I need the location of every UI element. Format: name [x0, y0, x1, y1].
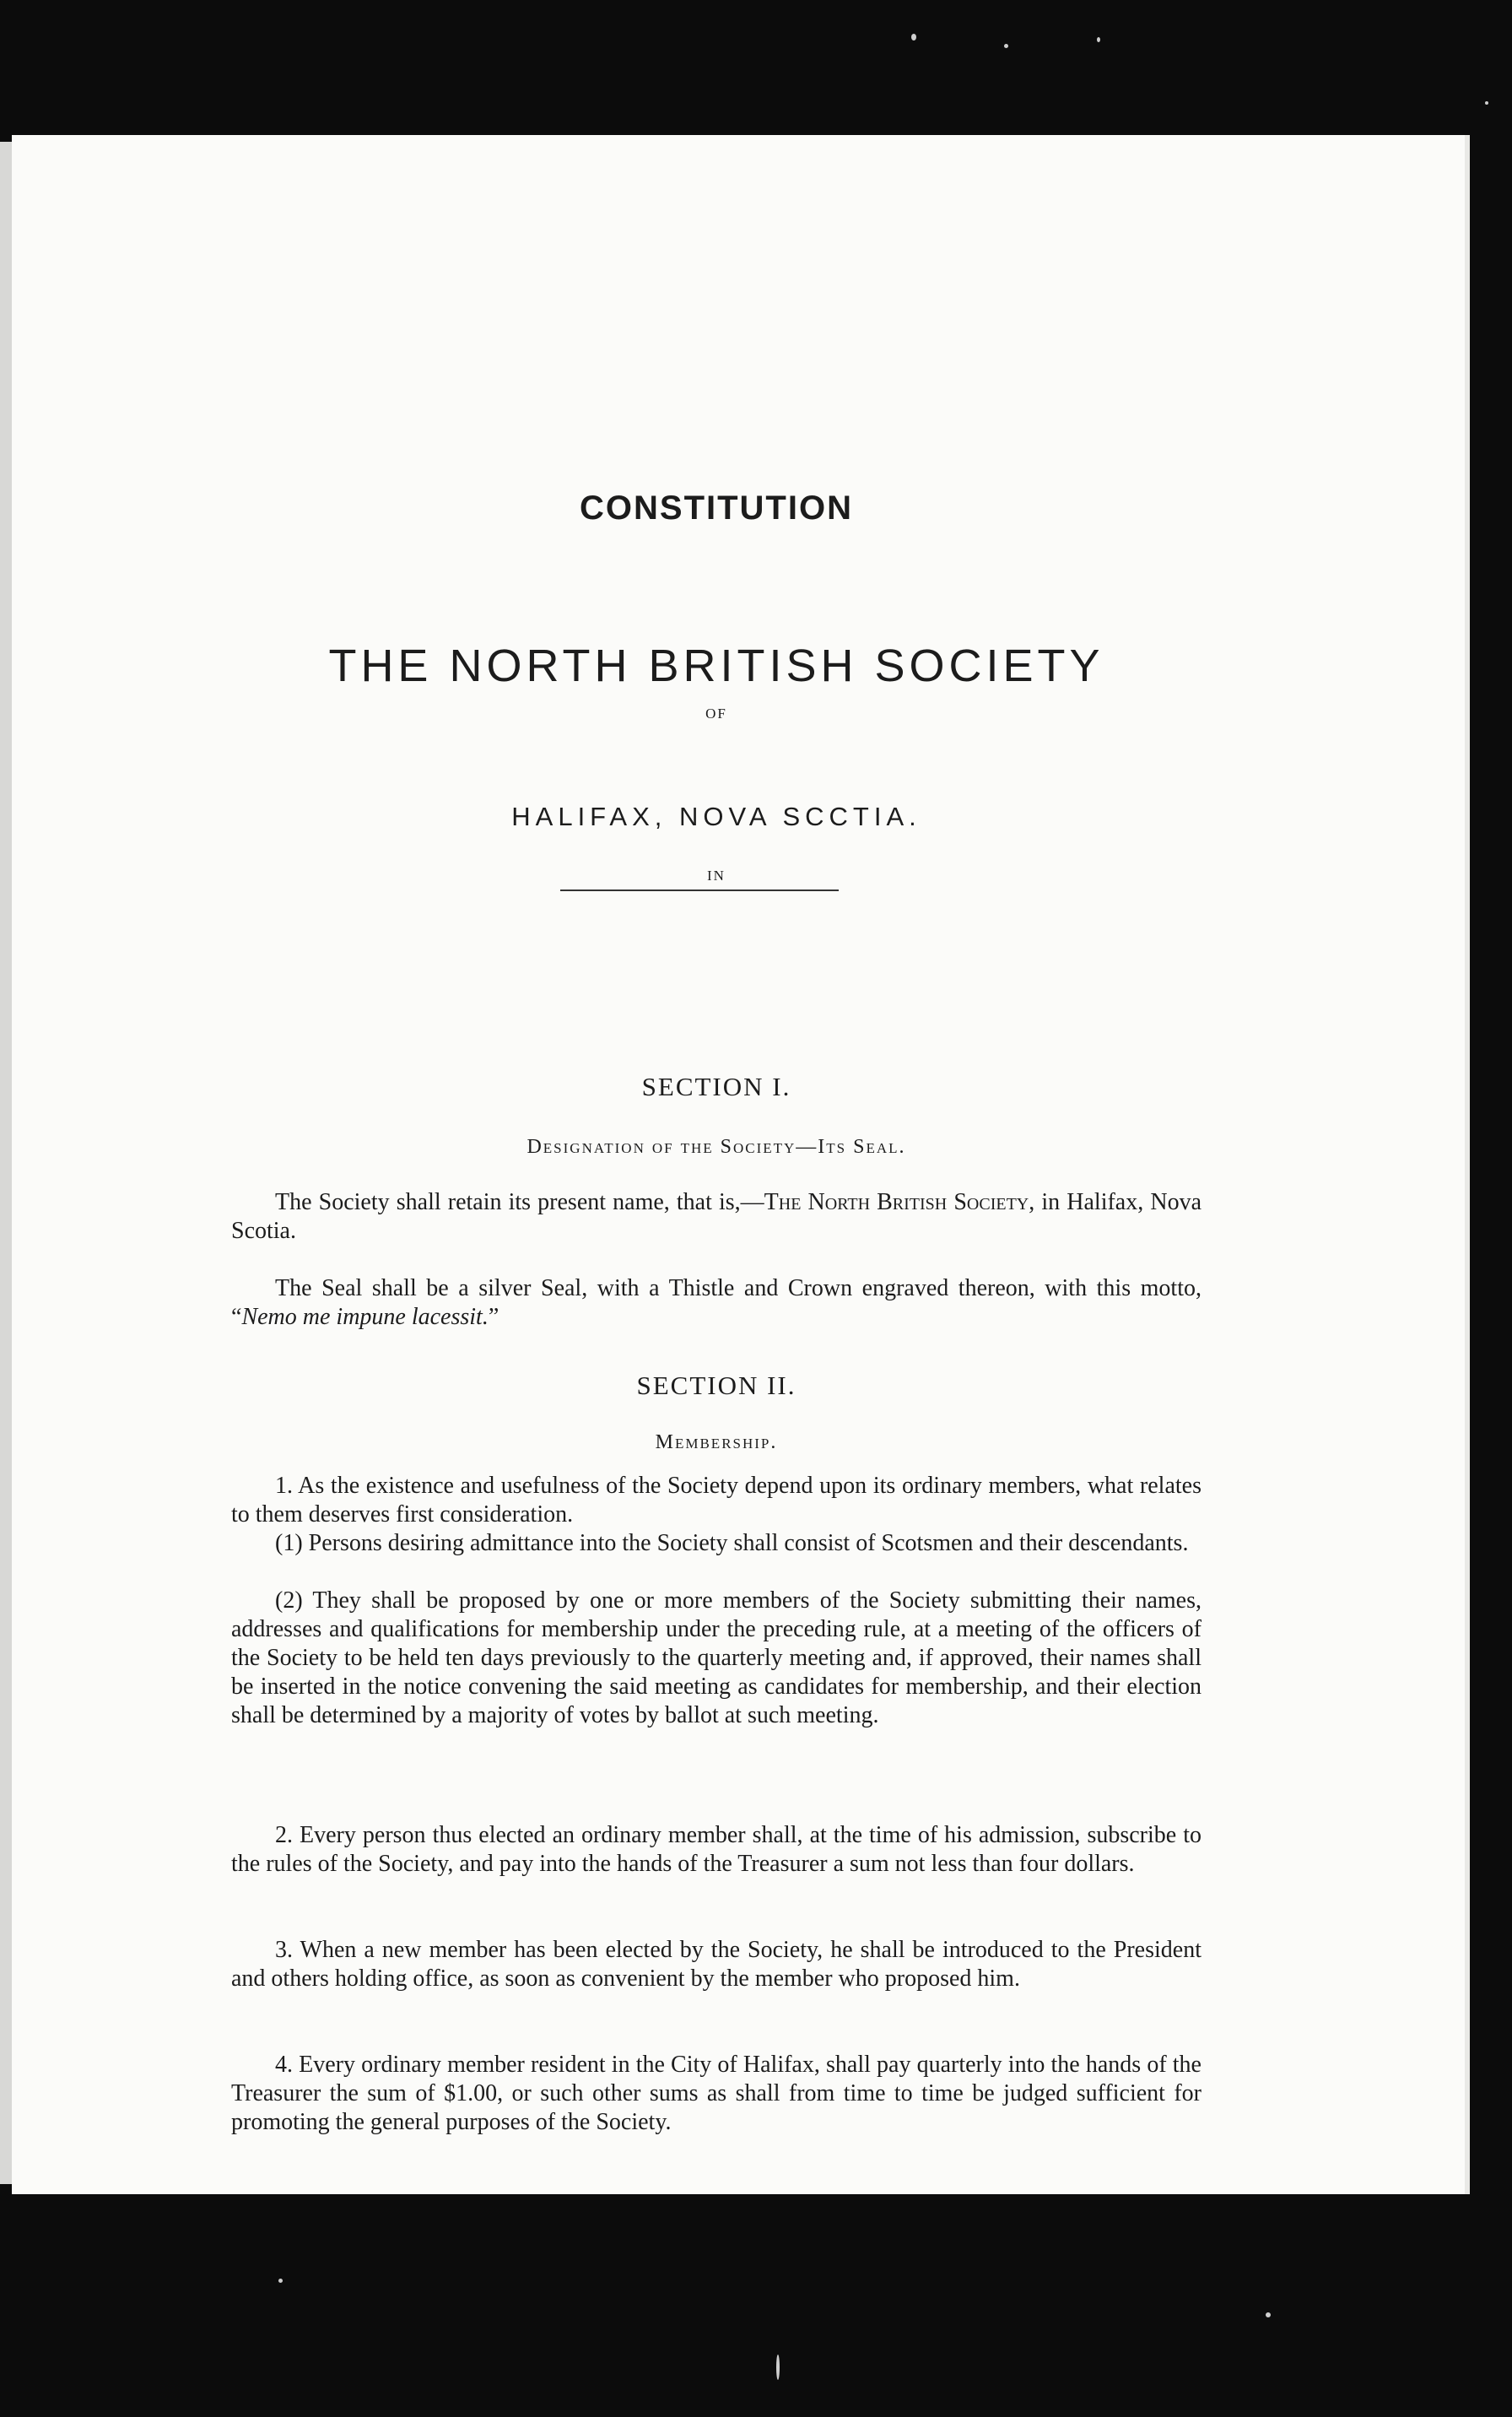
- paragraph-text: ”: [488, 1304, 500, 1330]
- section-2-clause-1: (1) Persons desiring admittance into the Society shall consist of Scotsmen and their descendants.: [275, 1530, 1189, 1556]
- film-speck: [776, 2355, 780, 2380]
- section-2-subheading: Membership.: [655, 1431, 778, 1453]
- section-1-heading: SECTION I.: [641, 1072, 791, 1101]
- section-2-article-4: 4. Every ordinary member resident in the City of Halifax, shall pay quarterly into the hands of the Treasurer the sum of $1.00, or such other sums as shall from time to time be judged sufficient for promoting the general purposes of the Society.: [231, 2052, 1202, 2135]
- location: HALIFAX, NOVA SCCTIA.: [511, 802, 921, 831]
- in-text: IN: [707, 868, 726, 884]
- film-speck: [1266, 2312, 1271, 2317]
- film-speck: [1097, 37, 1100, 42]
- adjacent-page-edge: [0, 142, 12, 2184]
- society-name: THE NORTH BRITISH SOCIETY: [328, 641, 1104, 691]
- film-speck: [1485, 101, 1488, 105]
- section-1-paragraph-1: [231, 1188, 1202, 1246]
- section-2-article-3: 3. When a new member has been elected by the Society, he shall be introduced to the President and others holding office, as soon as convenient by the member who proposed him.: [231, 1937, 1202, 1992]
- film-speck: [911, 34, 916, 41]
- section-1-paragraph-2: [231, 1274, 1202, 1332]
- film-speck: [1004, 44, 1008, 48]
- paragraph-text: The Seal shall be a silver Seal, with a Thistle and Crown engraved thereon, with this motto, “: [231, 1275, 1202, 1330]
- divider-rule: [560, 889, 839, 891]
- section-1-subheading: Designation of the Society—Its Seal.: [526, 1136, 906, 1158]
- section-2-heading: SECTION II.: [636, 1371, 796, 1400]
- document-page: [12, 135, 1465, 2194]
- seal-motto: Nemo me impune lacessit.: [241, 1304, 489, 1330]
- section-2-clause-2: (2) They shall be proposed by one or more members of the Society submitting their names, addresses and qualifications for membership under the preceding rule, at a meeting of the officers of the Society to be held ten days previously to the quarterly meeting and, if approved, their names shall be inserted in the notice convening the said meeting as candidates for membership, and their election shall be determined by a majority of votes by ballot at such meeting.: [231, 1587, 1202, 1728]
- society-name-inline: The North British Society: [764, 1189, 1029, 1215]
- document-title: CONSTITUTION: [580, 489, 853, 527]
- section-2-article-2: 2. Every person thus elected an ordinary member shall, at the time of his admission, subscribe to the rules of the Society, and pay into the hands of the Treasurer a sum not less than four dollars.: [231, 1822, 1202, 1877]
- section-2-article-1: 1. As the existence and usefulness of the Society depend upon its ordinary members, what relates to them deserves first consideration.: [231, 1473, 1202, 1528]
- paragraph-text: , in Halifax, Nova Scotia.: [231, 1189, 1202, 1244]
- of-text: OF: [705, 706, 727, 722]
- paragraph-text: The Society shall retain its present name, that is,—: [275, 1189, 764, 1215]
- film-speck: [278, 2279, 283, 2283]
